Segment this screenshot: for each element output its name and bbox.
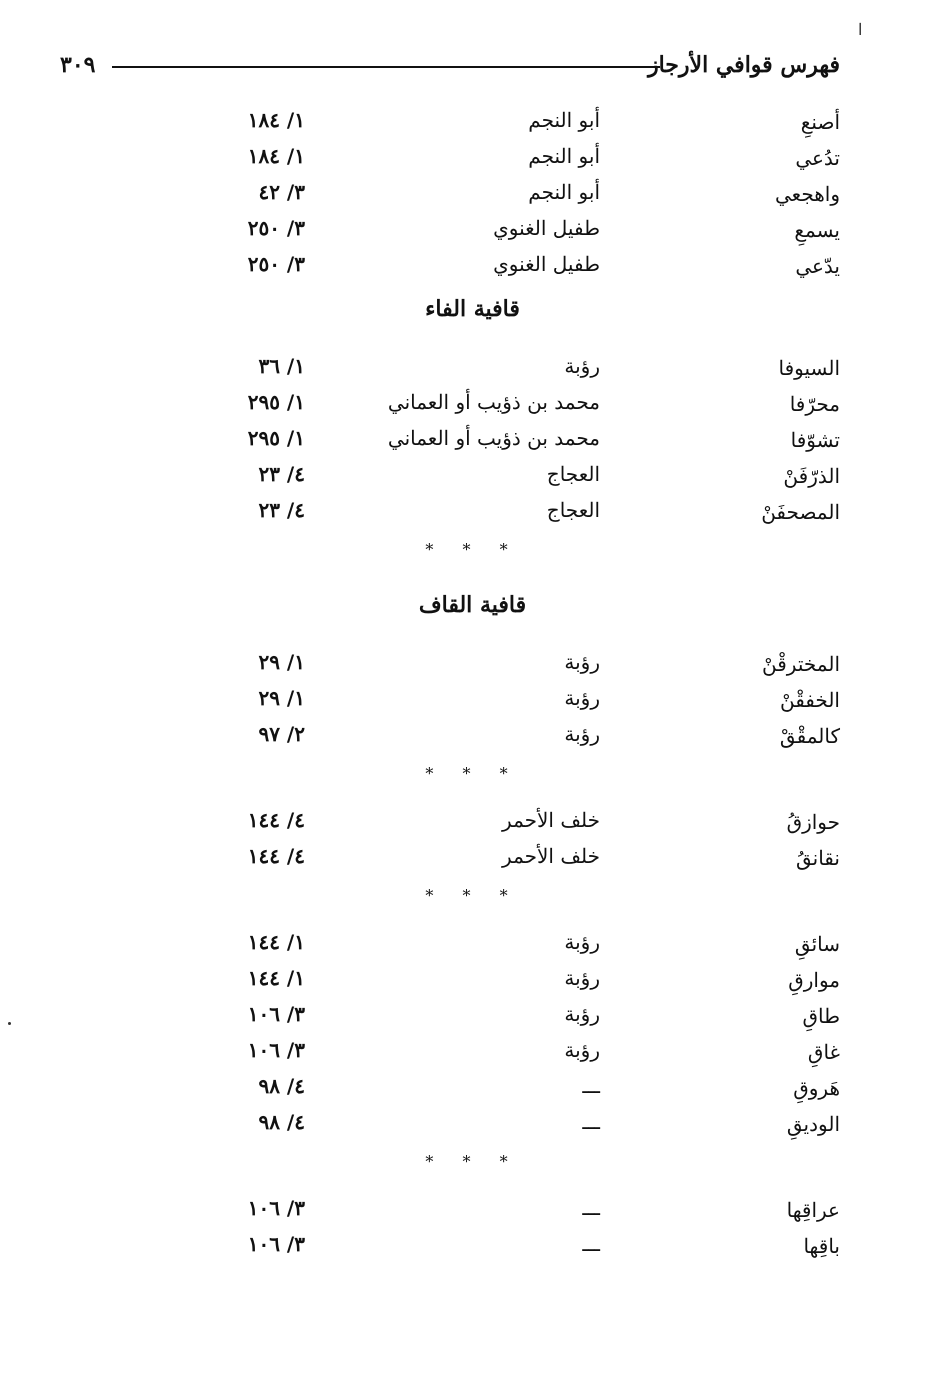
page-reference: ٣/ ١٠٦ bbox=[247, 1232, 305, 1256]
page-reference: ٤/ ١٤٤ bbox=[247, 844, 305, 868]
poet-name: طفيل الغنوي bbox=[493, 216, 600, 240]
page-reference: ١/ ٢٩ bbox=[258, 686, 305, 710]
page-reference: ٢/ ٩٧ bbox=[258, 722, 305, 746]
page-reference: ١/ ٢٩٥ bbox=[247, 390, 305, 414]
page-header bbox=[60, 50, 840, 90]
index-group bbox=[180, 108, 845, 288]
poet-name: العجاج bbox=[546, 462, 600, 486]
page-reference: ١/ ١٤٤ bbox=[247, 966, 305, 990]
page-reference: ٤/ ١٤٤ bbox=[247, 808, 305, 832]
page-reference: ١/ ٢٩ bbox=[258, 650, 305, 674]
rhyme-word: محرّفا bbox=[789, 392, 840, 416]
rhyme-word: الوديقِ bbox=[786, 1112, 840, 1136]
page-reference: ٤/ ٢٣ bbox=[258, 462, 305, 486]
poet-name: رؤبة bbox=[564, 722, 600, 746]
rhyme-word: تدُعي bbox=[795, 146, 840, 170]
poet-name: خلف الأحمر bbox=[502, 844, 600, 868]
page-reference: ٣/ ٢٥٠ bbox=[247, 252, 305, 276]
corner-mark: ا bbox=[858, 20, 863, 39]
poet-name: طفيل الغنوي bbox=[493, 252, 600, 276]
page-reference: ٤/ ٩٨ bbox=[258, 1110, 305, 1134]
rhyme-word: المخترقْنْ bbox=[762, 652, 840, 676]
separator-asterisks: * * * bbox=[425, 886, 520, 905]
poet-name: رؤبة bbox=[564, 966, 600, 990]
rhyme-word: يسمعِ bbox=[794, 218, 840, 242]
header-rule bbox=[112, 66, 660, 68]
index-row bbox=[180, 808, 845, 844]
index-group bbox=[180, 584, 845, 808]
index-row bbox=[180, 1196, 845, 1232]
poet-name: ـــ bbox=[582, 1232, 600, 1256]
poet-name: ـــ bbox=[582, 1074, 600, 1098]
running-title: فهرس قوافي الأرجاز bbox=[647, 52, 840, 78]
index-row bbox=[180, 180, 845, 216]
index-row bbox=[180, 498, 845, 534]
rhyme-word: غاقِ bbox=[807, 1040, 840, 1064]
index-row bbox=[180, 686, 845, 722]
page-reference: ١/ ١٤٤ bbox=[247, 930, 305, 954]
index-row bbox=[180, 354, 845, 390]
index-group bbox=[180, 930, 845, 1196]
page-number: ٣٠٩ bbox=[60, 52, 96, 78]
page-reference: ٤/ ٢٣ bbox=[258, 498, 305, 522]
index-row bbox=[180, 930, 845, 966]
rhyme-word: الخفقْنْ bbox=[779, 688, 840, 712]
poet-name: محمد بن ذؤيب أو العماني bbox=[387, 390, 600, 414]
page-reference: ٣/ ١٠٦ bbox=[247, 1002, 305, 1026]
index-row bbox=[180, 966, 845, 1002]
index-row bbox=[180, 844, 845, 880]
index-group bbox=[180, 808, 845, 930]
poet-name: أبو النجم bbox=[528, 108, 600, 132]
separator-asterisks: * * * bbox=[425, 540, 520, 559]
rhyme-word: الذرّفَنْ bbox=[783, 464, 840, 488]
page-reference: ١/ ١٨٤ bbox=[247, 144, 305, 168]
separator-asterisks: * * * bbox=[425, 1152, 520, 1171]
index-row bbox=[180, 390, 845, 426]
index-row bbox=[180, 108, 845, 144]
separator-asterisks: * * * bbox=[425, 764, 520, 783]
rhyme-word: حوازقُ bbox=[786, 810, 840, 834]
rhyme-word: باقِها bbox=[803, 1234, 840, 1258]
index-row bbox=[180, 1074, 845, 1110]
poet-name: محمد بن ذؤيب أو العماني bbox=[387, 426, 600, 450]
index-row bbox=[180, 216, 845, 252]
rhyme-word: تشوّفا bbox=[790, 428, 840, 452]
section-title: قافية القاف bbox=[418, 592, 527, 618]
poet-name: العجاج bbox=[546, 498, 600, 522]
poet-name: رؤبة bbox=[564, 930, 600, 954]
section-title: قافية الفاء bbox=[425, 296, 520, 322]
page-reference: ١/ ٢٩٥ bbox=[247, 426, 305, 450]
poet-name: خلف الأحمر bbox=[502, 808, 600, 832]
rhyme-word: هَروقِ bbox=[793, 1076, 840, 1100]
index-row bbox=[180, 252, 845, 288]
rhyme-word: السيوفا bbox=[778, 356, 840, 380]
rhyme-word: طاقِ bbox=[802, 1004, 840, 1028]
index-row bbox=[180, 1232, 845, 1268]
index-row bbox=[180, 462, 845, 498]
rhyme-word: كالمقْقْ bbox=[779, 724, 840, 748]
index-row bbox=[180, 1038, 845, 1074]
index-row bbox=[180, 144, 845, 180]
index-content bbox=[180, 108, 845, 1268]
index-row bbox=[180, 1002, 845, 1038]
poet-name: رؤبة bbox=[564, 1002, 600, 1026]
rhyme-word: المصحفَنْ bbox=[761, 500, 840, 524]
rhyme-word: موارقِ bbox=[788, 968, 840, 992]
index-row bbox=[180, 650, 845, 686]
poet-name: رؤبة bbox=[564, 354, 600, 378]
poet-name: أبو النجم bbox=[528, 180, 600, 204]
page-reference: ١/ ٣٦ bbox=[258, 354, 305, 378]
page-reference: ١/ ١٨٤ bbox=[247, 108, 305, 132]
page-reference: ٣/ ١٠٦ bbox=[247, 1038, 305, 1062]
page-reference: ٣/ ٤٢ bbox=[258, 180, 305, 204]
page-reference: ٣/ ٢٥٠ bbox=[247, 216, 305, 240]
rhyme-word: نقانقُ bbox=[795, 846, 840, 870]
index-row bbox=[180, 1110, 845, 1146]
page-reference: ٤/ ٩٨ bbox=[258, 1074, 305, 1098]
rhyme-word: سائقِ bbox=[794, 932, 840, 956]
rhyme-word: أصنعِ bbox=[800, 110, 840, 134]
poet-name: أبو النجم bbox=[528, 144, 600, 168]
poet-name: رؤبة bbox=[564, 686, 600, 710]
rhyme-word: واهجعي bbox=[775, 182, 840, 206]
poet-name: رؤبة bbox=[564, 1038, 600, 1062]
poet-name: رؤبة bbox=[564, 650, 600, 674]
page-reference: ٣/ ١٠٦ bbox=[247, 1196, 305, 1220]
index-row bbox=[180, 722, 845, 758]
poet-name: ـــ bbox=[582, 1110, 600, 1134]
rhyme-word: عراقِها bbox=[786, 1198, 840, 1222]
index-group bbox=[180, 288, 845, 584]
index-group bbox=[180, 1196, 845, 1268]
index-row bbox=[180, 426, 845, 462]
poet-name: ـــ bbox=[582, 1196, 600, 1220]
scan-speck bbox=[8, 1022, 11, 1025]
rhyme-word: يدّعي bbox=[795, 254, 840, 278]
